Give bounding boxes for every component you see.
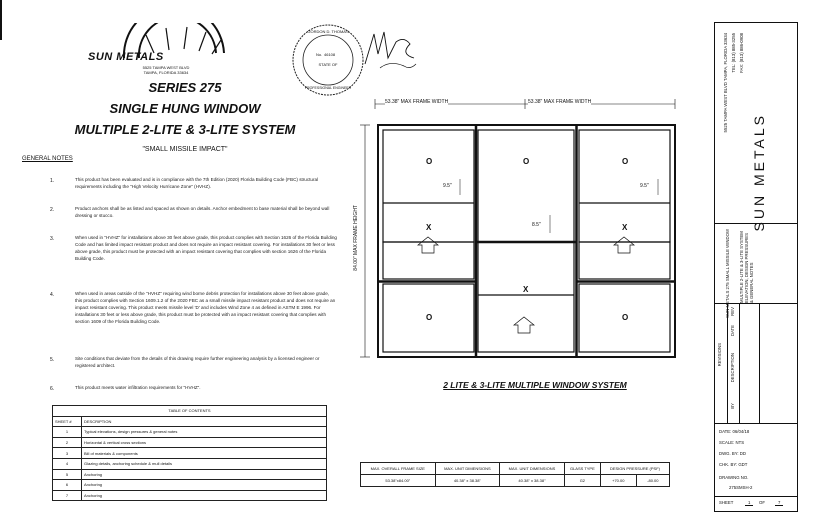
toc-sheet-cell: 4	[53, 458, 82, 469]
left-margin-mark	[0, 0, 2, 40]
tb-phone: TEL: (813) 885-3255	[731, 33, 736, 73]
tb-revisions-section	[715, 303, 797, 424]
tb-sheet-total: 7	[775, 500, 783, 506]
title-block	[714, 22, 798, 512]
table-row	[361, 475, 670, 487]
note-text: Site conditions that deviate from the details of this drawing require further engineering analysis by a licensed engineer or registered architect.	[75, 356, 320, 368]
fixed-pane-label: O	[426, 157, 433, 166]
toc-desc-cell: Horizontal & vertical cross sections	[82, 437, 327, 448]
logo-address-line2: TAMPA, FLORIDA 33634	[143, 70, 189, 75]
tb-drawing-no-label: DRAWING NO.	[719, 475, 749, 480]
dimension-left: 9.5"	[443, 183, 452, 189]
dp-header: MAX. OVERALL FRAME SIZE	[361, 463, 436, 475]
note-number: 3.	[50, 236, 55, 242]
tb-checked: CHK. BY: GDT	[719, 462, 748, 467]
table-row	[53, 480, 327, 491]
tb-company-section	[715, 23, 797, 232]
note-text: This product meets water infiltration requirements for "HVHZ".	[75, 385, 201, 390]
fixed-pane-label: O	[426, 313, 433, 322]
table-row	[53, 427, 327, 438]
toc-sheet-cell: 3	[53, 448, 82, 459]
dp-cell: -80.00	[636, 475, 669, 487]
dp-header: MAX. UNIT DIMENSIONS	[500, 463, 565, 475]
note-text: When used in areas outside of the "HVHZ" requiring wind borne debris protection for installations above 30 feet above grade, this product complies with Section 1609.1.2 of the 2020 FBC as a small missile impact resistant product and does not require an impact resistant covering. This product meets missile level 'D' and includes Wind Zone 4 as defined in ASTM E 1996. For installations 30 feet or less above grade, this product must be protected with an impact resistant covering that complies with section 1609 of the Florida Building Code.	[75, 291, 336, 324]
operable-pane-label: X	[523, 285, 529, 294]
engineer-seal	[290, 22, 366, 98]
toc-sheet-cell: 1	[53, 427, 82, 438]
tb-address: 5525 TAMPA WEST BLVD TAMPA, FLORIDA 33634	[723, 33, 728, 133]
dp-cell: 40.38" x 38.38"	[435, 475, 500, 487]
toc-desc-cell: Anchoring	[82, 469, 327, 480]
tb-sheet-label: SHEET	[719, 500, 734, 505]
tb-rev-col: REV	[730, 307, 735, 316]
operable-pane-label: X	[622, 223, 628, 232]
table-row	[53, 469, 327, 480]
tb-of-label: OF	[759, 500, 765, 505]
fixed-pane-label: O	[622, 157, 629, 166]
operable-pane-label: X	[426, 223, 432, 232]
dp-header: DESIGN PRESSURE (PSF)	[600, 463, 669, 475]
note-number: 2.	[50, 207, 55, 213]
max-frame-width-left-label: 53.38" MAX FRAME WIDTH	[385, 99, 449, 105]
toc-sheet-cell: 5	[53, 469, 82, 480]
dp-cell: 40.38" x 38.38"	[500, 475, 565, 487]
toc-desc-cell: Typical elevations, design pressures & general notes	[82, 427, 327, 438]
table-row	[53, 437, 327, 448]
note-text: This product has been evaluated and is in compliance with the 7th Edition (2020) Florida Building Code (FBC) structural requirements including the "High Velocity Hurricane Zone" (HVHZ).	[75, 177, 319, 189]
tb-project: SUN METALS 275 SMALL MISSILE WINDOW	[725, 229, 730, 318]
system-title: MULTIPLE 2-LITE & 3-LITE SYSTEM	[74, 122, 296, 137]
toc-desc-cell: Anchoring	[82, 490, 327, 501]
window-elevation	[340, 95, 710, 380]
tb-drawing-no-value: 275SMSH-2	[729, 485, 753, 490]
dp-header: MAX. UNIT DIMENSIONS	[435, 463, 500, 475]
toc-sheet-cell: 7	[53, 490, 82, 501]
toc-title: TABLE OF CONTENTS	[53, 406, 327, 417]
elevation-caption: 2 LITE & 3-LITE MULTIPLE WINDOW SYSTEM	[443, 380, 627, 390]
tb-sheet-number: 1	[745, 500, 753, 506]
dp-cell: G2	[564, 475, 600, 487]
max-frame-height-label: 84.00" MAX FRAME HEIGHT	[353, 205, 359, 271]
max-frame-width-right-label: 53.38" MAX FRAME WIDTH	[528, 99, 592, 105]
tb-info-section	[715, 423, 797, 511]
dimension-center: 8.5"	[532, 222, 541, 228]
subtitle: "SMALL MISSILE IMPACT"	[142, 146, 228, 153]
dp-cell: +70.00	[600, 475, 636, 487]
series-title: SERIES 275	[148, 80, 222, 95]
tb-date: DATE: 06/04/18	[719, 429, 750, 434]
toc-sheet-cell: 2	[53, 437, 82, 448]
tb-company-name: SUN METALS	[751, 113, 767, 232]
toc-desc-cell: Anchoring	[82, 480, 327, 491]
seal-status: PROFESSIONAL ENGINEER	[304, 86, 352, 90]
seal-state: STATE OF	[318, 62, 338, 67]
design-pressure-table	[360, 462, 670, 487]
note-number: 1.	[50, 178, 55, 184]
table-row	[53, 448, 327, 459]
elevation-drawing	[340, 95, 710, 380]
toc-sheet-cell: 6	[53, 480, 82, 491]
note-text: Product anchors shall be as listed and spaced as shown on details. Anchor embedment to base material shall be beyond wall dressing or stucco.	[75, 206, 330, 218]
seal-license-prefix: No.	[316, 52, 323, 57]
fixed-pane-label: O	[523, 157, 530, 166]
dp-cell: 53.38"x84.00"	[361, 475, 436, 487]
note-number: 5.	[50, 357, 55, 363]
toc-header-description: DESCRIPTION	[82, 416, 327, 427]
table-of-contents	[52, 405, 327, 501]
logo-address-line1: 5525 TAMPA WEST BLVD	[142, 65, 190, 70]
signature-graphic	[360, 24, 420, 74]
logo-company-name: SUN METALS	[88, 51, 164, 63]
tb-fax: FAX: (813) 886-0908	[739, 33, 744, 73]
tb-rev-col: DESCRIPTION	[730, 353, 735, 383]
note-number: 6.	[50, 386, 55, 392]
note-number: 4.	[50, 292, 55, 298]
tb-revisions-label: REVISIONS	[717, 343, 722, 367]
note-text: When used in "HVHZ" for installations above 30 feet above grade, this product complies with Section 1626 of the Florida Building Code and has limited impact resistant product and does not require an impact resistant covering. For installations 30 feet or less above grade, this product must be protected with an impact resistant covering that complies with section 1626 of the Florida Building Code.	[75, 235, 337, 261]
toc-header-sheet: SHEET #	[53, 416, 82, 427]
toc-desc-cell: Glazing details, anchoring schedule & mull details	[82, 458, 327, 469]
dimension-right: 9.5"	[640, 183, 649, 189]
general-notes-heading: GENERAL NOTES	[22, 156, 73, 162]
table-row	[53, 490, 327, 501]
seal-license-number: 46108	[324, 52, 336, 57]
tb-drawn: DWG. BY: DD	[719, 451, 746, 456]
tb-scale: SCALE: NTS	[719, 440, 745, 445]
tb-rev-col: BY	[730, 403, 735, 409]
fixed-pane-label: O	[622, 313, 629, 322]
seal-name: GORDON D. THOMAS	[307, 29, 349, 34]
company-logo	[84, 23, 234, 83]
engineer-signature	[360, 24, 420, 74]
toc-desc-cell: Bill of materials & components	[82, 448, 327, 459]
product-title: SINGLE HUNG WINDOW	[109, 101, 261, 116]
table-row	[53, 458, 327, 469]
tb-rev-col: DATE	[730, 325, 735, 337]
dp-header: GLASS TYPE	[564, 463, 600, 475]
tb-sheet-title: MULTIPLE 2-LITE & 3-LITE SYSTEM ELEVATION, DESIGN PRESSURES & GENERAL NOTES	[739, 231, 754, 303]
